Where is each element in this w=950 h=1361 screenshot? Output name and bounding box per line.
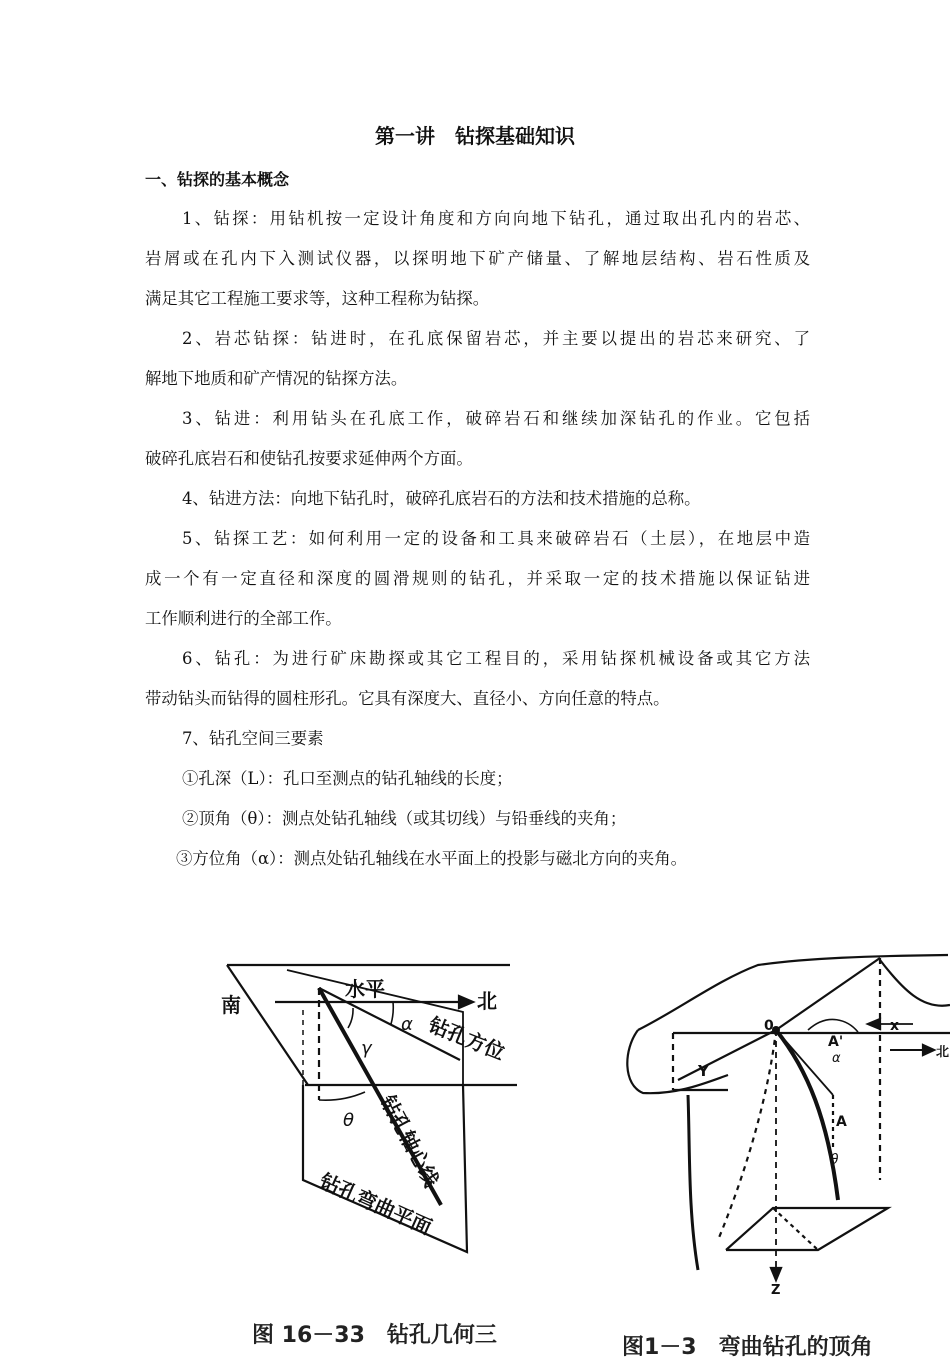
paragraph-line: 成一个有一定直径和深度的圆滑规则的钻孔，并采取一定的技术措施以保证钻进 [145, 569, 810, 588]
paragraph-line: ②顶角（θ）：测点处钻孔轴线（或其切线）与铅垂线的夹角； [182, 809, 627, 828]
figure-right-caption: 图1－3 弯曲钻孔的顶角 [622, 1335, 873, 1360]
paragraph-line: 带动钻头而钻得的圆柱形孔。它具有深度大、直径小、方向任意的特点。 [145, 689, 670, 708]
paragraph-line: 2、岩芯钻探：钻进时，在孔底保留岩芯，并主要以提出的岩芯来研究、了 [182, 329, 810, 348]
fig-right-north: 北 [936, 1045, 950, 1060]
fig-right-a-prime: A' [828, 1034, 844, 1050]
paragraph-line: 4、钻进方法：向地下钻孔时，破碎孔底岩石的方法和技术措施的总称。 [182, 489, 701, 508]
fig-left-south: 南 [221, 993, 241, 1017]
fig-left-azimuth-label: 钻孔方位 [425, 1012, 509, 1065]
figure-bent-borehole [618, 950, 950, 1300]
fig-right-z: Z [771, 1283, 781, 1298]
fig-right-y: Y [698, 1062, 709, 1080]
fig-left-plane-label: 钻孔弯曲平面 [315, 1168, 436, 1240]
paragraph-line: ①孔深（L）：孔口至测点的钻孔轴线的长度； [182, 769, 513, 788]
fig-left-theta: θ [343, 1110, 355, 1131]
paragraph-line: 5、钻探工艺：如何利用一定的设备和工具来破碎岩石（土层），在地层中造 [182, 529, 810, 548]
paragraph-line: ③方位角（α）：测点处钻孔轴线在水平面上的投影与磁北方向的夹角。 [176, 849, 687, 868]
paragraph-line: 破碎孔底岩石和使钻孔按要求延伸两个方面。 [145, 449, 473, 468]
paragraph-line: 解地下地质和矿产情况的钻探方法。 [145, 369, 408, 388]
fig-right-alpha: α [832, 1051, 841, 1066]
paragraph-line: 岩屑或在孔内下入测试仪器，以探明地下矿产储量、了解地层结构、岩石性质及 [145, 249, 810, 268]
paragraph-line: 满足其它工程施工要求等，这种工程称为钻探。 [145, 289, 490, 308]
figure-borehole-geometry [215, 950, 517, 1260]
fig-left-horizontal: 水平 [345, 977, 385, 1001]
fig-right-x: x [890, 1018, 900, 1034]
paragraph-line: 7、钻孔空间三要素 [182, 729, 324, 748]
fig-left-alpha: α [401, 1014, 413, 1035]
fig-left-axis-label: 钻孔轴心线 [375, 1091, 444, 1191]
paragraph-line: 工作顺利进行的全部工作。 [145, 609, 342, 628]
fig-right-theta: θ [830, 1152, 839, 1168]
fig-right-o: 0 [764, 1018, 774, 1034]
section-heading: 一、钻探的基本概念 [145, 170, 290, 189]
paragraph-line: 1、钻探：用钻机按一定设计角度和方向向地下钻孔，通过取出孔内的岩芯、 [182, 209, 810, 228]
paragraph-line: 6、钻孔：为进行矿床勘探或其它工程目的，采用钻探机械设备或其它方法 [182, 649, 810, 668]
fig-right-a: A [836, 1114, 847, 1130]
fig-left-north: 北 [477, 989, 497, 1013]
paragraph-line: 3、钻进：利用钻头在孔底工作，破碎岩石和继续加深钻孔的作业。它包括 [182, 409, 810, 428]
page-title: 第一讲 钻探基础知识 [375, 124, 575, 148]
fig-left-gamma: γ [361, 1038, 372, 1059]
figure-left-caption: 图 16－33 钻孔几何三 [252, 1323, 497, 1348]
